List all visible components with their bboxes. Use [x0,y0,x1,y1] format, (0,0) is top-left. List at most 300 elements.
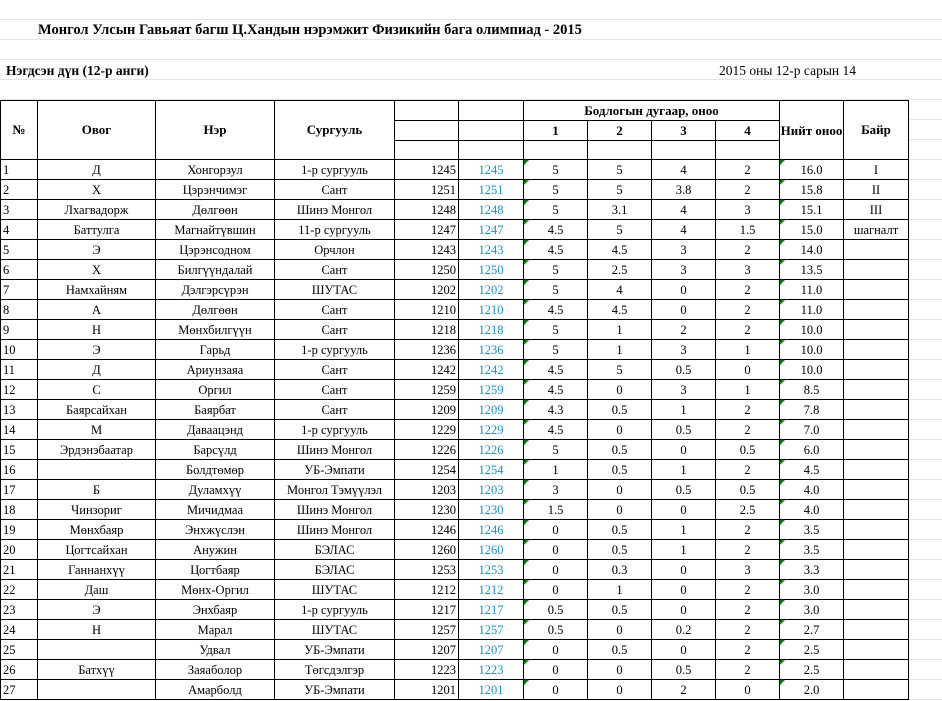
sheet-subtitle: Нэгдсэн дүн (12-р анги) [6,63,149,78]
score-p1-cell: 0 [524,680,588,700]
header-blank [459,101,524,121]
place-cell: III [844,200,909,220]
surname-cell: Батхүү [38,660,156,680]
surname-cell: Д [38,160,156,180]
score-p2-cell: 0 [588,620,652,640]
code-link-cell: 1230 [459,500,524,520]
score-p2-cell: 0.5 [588,460,652,480]
score-p4-cell: 2 [716,580,780,600]
score-p2-cell: 0.5 [588,600,652,620]
school-cell: 1-р сургууль [275,420,395,440]
code-cell: 1223 [395,660,459,680]
score-p1-cell: 3 [524,480,588,500]
name-cell: Оргил [156,380,275,400]
name-cell: Цэрэнчимэг [156,180,275,200]
score-p4-cell: 2 [716,300,780,320]
school-cell: Сант [275,320,395,340]
page-title: Монгол Улсын Гавьяат багш Ц.Хандын нэрэмжит Физикийн бага олимпиад - 2015 [38,22,582,38]
code-cell: 1253 [395,560,459,580]
score-p2-cell: 4 [588,280,652,300]
name-cell: Энхбаяр [156,600,275,620]
place-cell [844,280,909,300]
school-cell: Шинэ Монгол [275,520,395,540]
score-p1-cell: 0 [524,580,588,600]
score-p3-cell: 1 [652,520,716,540]
name-cell: Хонгорзул [156,160,275,180]
code-link-cell: 1247 [459,220,524,240]
total-cell: 8.5 [780,380,844,400]
table-row [1,680,909,700]
table-row [1,160,909,180]
score-p2-cell: 1 [588,320,652,340]
name-cell: Дуламхүү [156,480,275,500]
code-link-cell: 1257 [459,620,524,640]
total-cell: 2.7 [780,620,844,640]
name-cell: Анужин [156,540,275,560]
name-cell: Баярбат [156,400,275,420]
code-link-cell: 1229 [459,420,524,440]
score-p1-cell: 4.5 [524,240,588,260]
score-p2-cell: 1 [588,340,652,360]
score-p2-cell: 4.5 [588,300,652,320]
total-cell: 13.5 [780,260,844,280]
code-link-cell: 1201 [459,680,524,700]
school-cell: 1-р сургууль [275,340,395,360]
code-cell: 1212 [395,580,459,600]
code-cell: 1250 [395,260,459,280]
surname-cell [38,640,156,660]
row-number: 27 [1,680,38,700]
score-p4-cell: 1 [716,340,780,360]
score-p2-cell: 0.5 [588,440,652,460]
school-cell: Сант [275,260,395,280]
row-number: 1 [1,160,38,180]
row-number: 11 [1,360,38,380]
results-table [0,100,909,700]
code-cell: 1226 [395,440,459,460]
score-p3-cell: 3 [652,380,716,400]
score-p4-cell: 2 [716,660,780,680]
score-p3-cell: 3 [652,240,716,260]
name-cell: Дөлгөөн [156,200,275,220]
school-cell: ШУТАС [275,580,395,600]
score-p4-cell: 3 [716,200,780,220]
school-cell: БЭЛАС [275,560,395,580]
score-p2-cell: 3.1 [588,200,652,220]
row-number: 16 [1,460,38,480]
total-cell: 15.8 [780,180,844,200]
score-p2-cell: 0 [588,660,652,680]
surname-cell: Мөнхбаяр [38,520,156,540]
row-number: 10 [1,340,38,360]
score-p4-cell: 2 [716,280,780,300]
score-p4-cell: 2 [716,320,780,340]
score-p1-cell: 0.5 [524,600,588,620]
table-row [1,540,909,560]
score-p3-cell: 3.8 [652,180,716,200]
row-number: 9 [1,320,38,340]
score-p3-cell: 0.5 [652,660,716,680]
score-p3-cell: 0 [652,640,716,660]
total-cell: 4.0 [780,480,844,500]
code-link-cell: 1253 [459,560,524,580]
score-p3-cell: 4 [652,220,716,240]
row-number: 18 [1,500,38,520]
score-p1-cell: 0 [524,520,588,540]
name-cell: Цэрэнсодном [156,240,275,260]
name-cell: Барсүлд [156,440,275,460]
score-p1-cell: 0 [524,660,588,680]
surname-cell: Даш [38,580,156,600]
table-row [1,280,909,300]
school-cell: Орчлон [275,240,395,260]
table-row [1,260,909,280]
date-label: 2015 оны 12-р сарын 14 [719,63,856,78]
school-cell: Төгсдэлгэр [275,660,395,680]
place-cell [844,420,909,440]
header-p2: 2 [588,121,652,141]
total-cell: 2.5 [780,640,844,660]
score-p2-cell: 5 [588,180,652,200]
place-cell [844,480,909,500]
score-p4-cell: 0 [716,680,780,700]
table-row [1,180,909,200]
total-cell: 3.0 [780,580,844,600]
total-cell: 16.0 [780,160,844,180]
surname-cell: Намхайням [38,280,156,300]
header-surname: Овог [38,101,156,160]
table-row [1,560,909,580]
school-cell: Сант [275,380,395,400]
table-row [1,340,909,360]
place-cell [844,440,909,460]
code-link-cell: 1248 [459,200,524,220]
surname-cell: Х [38,260,156,280]
total-cell: 2.0 [780,680,844,700]
code-cell: 1248 [395,200,459,220]
place-cell [844,520,909,540]
place-cell [844,240,909,260]
score-p4-cell: 2 [716,240,780,260]
code-link-cell: 1242 [459,360,524,380]
table-row [1,220,909,240]
code-cell: 1251 [395,180,459,200]
surname-cell: А [38,300,156,320]
score-p3-cell: 0.5 [652,420,716,440]
score-p2-cell: 0 [588,380,652,400]
score-p4-cell: 0.5 [716,480,780,500]
code-link-cell: 1210 [459,300,524,320]
score-p4-cell: 3 [716,260,780,280]
code-cell: 1210 [395,300,459,320]
place-cell [844,600,909,620]
total-cell: 7.8 [780,400,844,420]
school-cell: УБ-Эмпати [275,640,395,660]
score-p1-cell: 5 [524,260,588,280]
code-link-cell: 1203 [459,480,524,500]
total-cell: 10.0 [780,340,844,360]
school-cell: БЭЛАС [275,540,395,560]
score-p3-cell: 1 [652,400,716,420]
code-cell: 1242 [395,360,459,380]
code-cell: 1245 [395,160,459,180]
score-p1-cell: 4.5 [524,380,588,400]
code-link-cell: 1254 [459,460,524,480]
score-p4-cell: 0.5 [716,440,780,460]
total-cell: 15.0 [780,220,844,240]
score-p4-cell: 2 [716,160,780,180]
place-cell [844,580,909,600]
table-row [1,480,909,500]
score-p1-cell: 4.5 [524,300,588,320]
score-p2-cell: 5 [588,220,652,240]
table-row [1,640,909,660]
score-p4-cell: 2 [716,420,780,440]
score-p1-cell: 0.5 [524,620,588,640]
row-number: 15 [1,440,38,460]
table-row [1,620,909,640]
table-row [1,520,909,540]
surname-cell: Баярсайхан [38,400,156,420]
score-p3-cell: 0 [652,580,716,600]
total-cell: 10.0 [780,320,844,340]
score-p3-cell: 0.5 [652,480,716,500]
row-number: 19 [1,520,38,540]
row-number: 6 [1,260,38,280]
school-cell: ШУТАС [275,280,395,300]
code-link-cell: 1246 [459,520,524,540]
row-number: 13 [1,400,38,420]
surname-cell: Э [38,340,156,360]
surname-cell: Баттулга [38,220,156,240]
code-cell: 1202 [395,280,459,300]
name-cell: Магнайтүвшин [156,220,275,240]
row-number: 8 [1,300,38,320]
row-number: 14 [1,420,38,440]
name-cell: Билгүүндалай [156,260,275,280]
header-blank [459,141,524,160]
code-link-cell: 1223 [459,660,524,680]
surname-cell: Б [38,480,156,500]
score-p2-cell: 0.5 [588,540,652,560]
score-p4-cell: 2 [716,180,780,200]
name-cell: Ариунзаяа [156,360,275,380]
header-place: Байр [844,101,909,160]
name-cell: Мичидмаа [156,500,275,520]
table-row [1,460,909,480]
surname-cell [38,680,156,700]
table-row [1,500,909,520]
code-cell: 1229 [395,420,459,440]
place-cell [844,380,909,400]
score-p2-cell: 4.5 [588,240,652,260]
score-p1-cell: 5 [524,180,588,200]
score-p3-cell: 4 [652,160,716,180]
score-p3-cell: 4 [652,200,716,220]
score-p3-cell: 0 [652,280,716,300]
results-body [1,160,909,700]
score-p1-cell: 4.3 [524,400,588,420]
code-cell: 1260 [395,540,459,560]
row-number: 21 [1,560,38,580]
surname-cell: Д [38,360,156,380]
header-blank [524,141,588,160]
surname-cell: Эрдэнэбаатар [38,440,156,460]
code-cell: 1218 [395,320,459,340]
total-cell: 7.0 [780,420,844,440]
score-p2-cell: 0.3 [588,560,652,580]
code-cell: 1201 [395,680,459,700]
name-cell: Мөнх-Оргил [156,580,275,600]
score-p2-cell: 0 [588,680,652,700]
score-p4-cell: 2.5 [716,500,780,520]
score-p2-cell: 1 [588,580,652,600]
score-p4-cell: 1 [716,380,780,400]
code-link-cell: 1226 [459,440,524,460]
score-p3-cell: 1 [652,460,716,480]
header-blank [716,141,780,160]
score-p4-cell: 2 [716,620,780,640]
name-cell: Цогтбаяр [156,560,275,580]
row-number: 3 [1,200,38,220]
code-link-cell: 1207 [459,640,524,660]
score-p4-cell: 2 [716,640,780,660]
header-p3: 3 [652,121,716,141]
code-cell: 1254 [395,460,459,480]
score-p3-cell: 0 [652,600,716,620]
code-link-cell: 1217 [459,600,524,620]
place-cell [844,560,909,580]
score-p1-cell: 5 [524,320,588,340]
header-blank [395,121,459,141]
score-p2-cell: 5 [588,160,652,180]
header-no: № [1,101,38,160]
place-cell [844,400,909,420]
score-p3-cell: 0 [652,300,716,320]
name-cell: Заяаболор [156,660,275,680]
score-p1-cell: 5 [524,280,588,300]
header-blank [588,141,652,160]
score-p2-cell: 0.5 [588,520,652,540]
code-cell: 1246 [395,520,459,540]
place-cell [844,340,909,360]
place-cell [844,640,909,660]
code-cell: 1257 [395,620,459,640]
place-cell [844,500,909,520]
code-link-cell: 1218 [459,320,524,340]
header-total: Нийт оноо [780,101,844,160]
table-row [1,400,909,420]
school-cell: Сант [275,400,395,420]
code-link-cell: 1209 [459,400,524,420]
place-cell [844,320,909,340]
name-cell: Мөнхбилгүүн [156,320,275,340]
school-cell: Шинэ Монгол [275,440,395,460]
score-p3-cell: 0 [652,560,716,580]
school-cell: 1-р сургууль [275,600,395,620]
header-p1: 1 [524,121,588,141]
total-cell: 3.5 [780,540,844,560]
table-row [1,300,909,320]
score-p1-cell: 0 [524,540,588,560]
score-p2-cell: 0.5 [588,400,652,420]
school-cell: 11-р сургууль [275,220,395,240]
score-p1-cell: 4.5 [524,420,588,440]
code-cell: 1217 [395,600,459,620]
score-p1-cell: 1.5 [524,500,588,520]
table-row [1,380,909,400]
row-number: 24 [1,620,38,640]
score-p1-cell: 0 [524,640,588,660]
code-link-cell: 1245 [459,160,524,180]
score-p3-cell: 0.5 [652,360,716,380]
name-cell: Удвал [156,640,275,660]
header-school: Сургууль [275,101,395,160]
code-link-cell: 1260 [459,540,524,560]
row-number: 20 [1,540,38,560]
name-cell: Гарьд [156,340,275,360]
row-number: 25 [1,640,38,660]
table-row [1,240,909,260]
place-cell [844,540,909,560]
total-cell: 4.0 [780,500,844,520]
score-p3-cell: 3 [652,260,716,280]
place-cell: II [844,180,909,200]
row-number: 2 [1,180,38,200]
total-cell: 3.0 [780,600,844,620]
place-cell: I [844,160,909,180]
school-cell: Сант [275,360,395,380]
table-row [1,660,909,680]
code-cell: 1243 [395,240,459,260]
surname-cell: Н [38,620,156,640]
header-blank [652,141,716,160]
row-number: 5 [1,240,38,260]
surname-cell: Цогтсайхан [38,540,156,560]
total-cell: 3.3 [780,560,844,580]
school-cell: Сант [275,300,395,320]
score-p3-cell: 1 [652,540,716,560]
total-cell: 4.5 [780,460,844,480]
code-cell: 1259 [395,380,459,400]
score-p1-cell: 5 [524,160,588,180]
school-cell: Сант [275,180,395,200]
surname-cell: Х [38,180,156,200]
total-cell: 15.1 [780,200,844,220]
header-blank [459,121,524,141]
code-cell: 1247 [395,220,459,240]
code-cell: 1209 [395,400,459,420]
row-number: 22 [1,580,38,600]
surname-cell: М [38,420,156,440]
score-p3-cell: 2 [652,320,716,340]
table-row [1,320,909,340]
score-p1-cell: 4.5 [524,220,588,240]
score-p4-cell: 0 [716,360,780,380]
header-name: Нэр [156,101,275,160]
surname-cell: Чинзориг [38,500,156,520]
place-cell [844,660,909,680]
score-p4-cell: 2 [716,520,780,540]
code-link-cell: 1251 [459,180,524,200]
score-p2-cell: 2.5 [588,260,652,280]
place-cell [844,360,909,380]
school-cell: Шинэ Монгол [275,200,395,220]
table-row [1,420,909,440]
surname-cell: Э [38,240,156,260]
row-number: 23 [1,600,38,620]
score-p4-cell: 2 [716,540,780,560]
